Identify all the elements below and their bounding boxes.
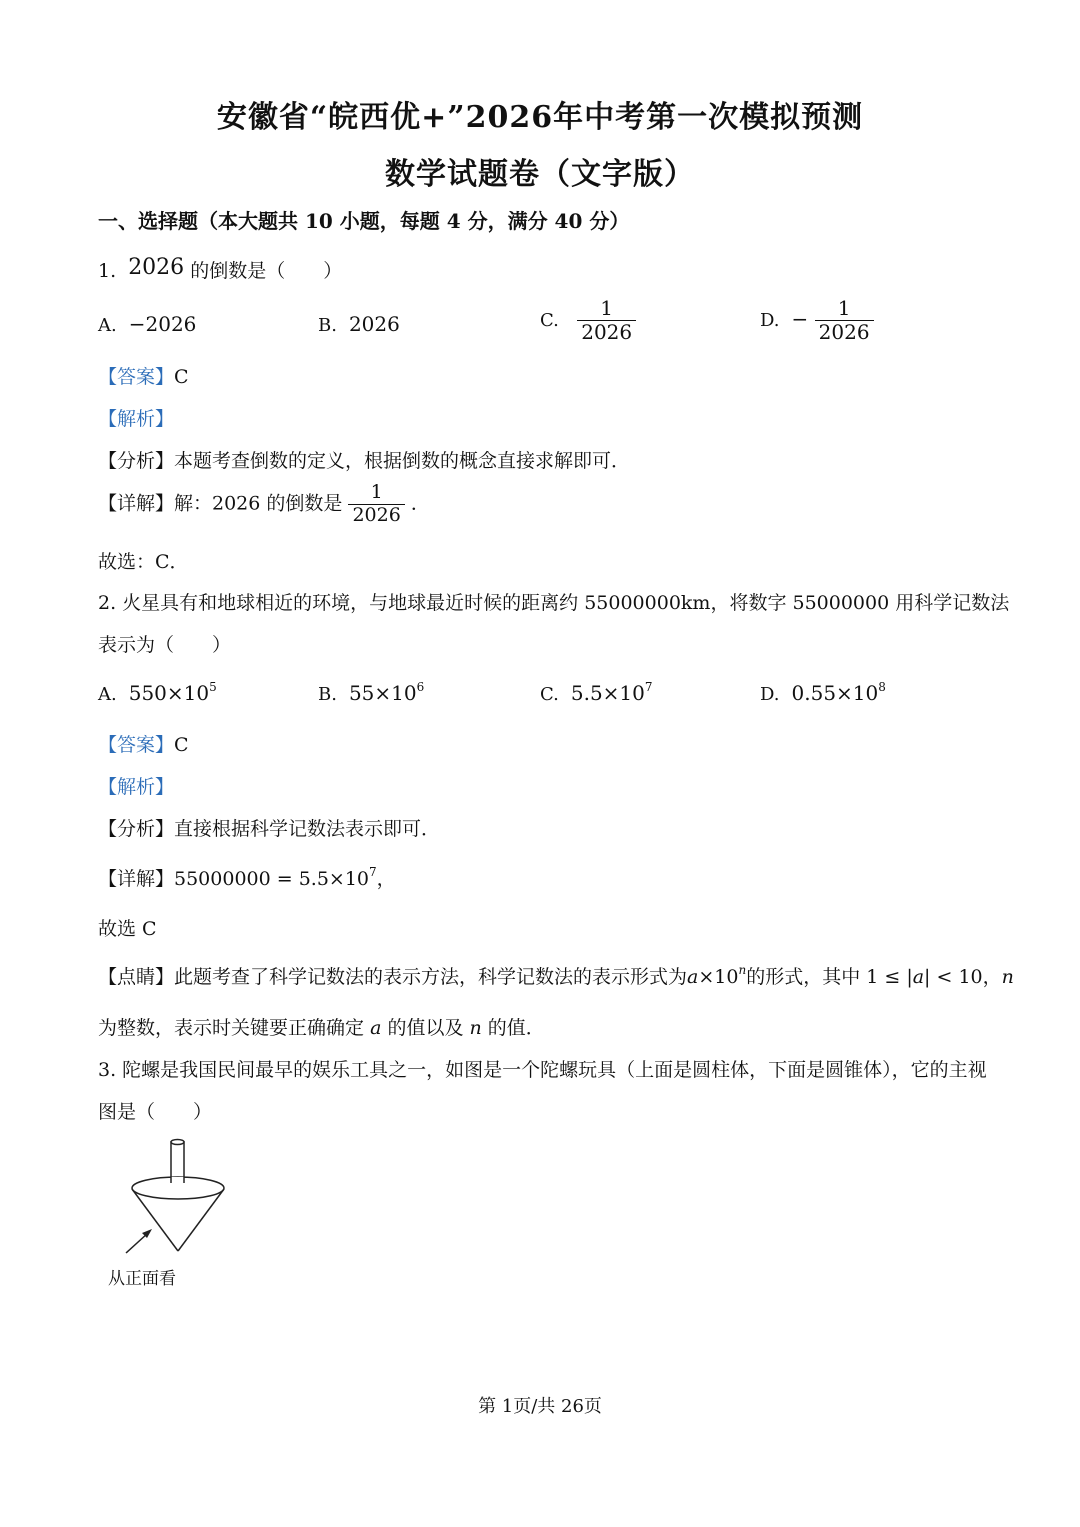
figure-caption: 从正面看 [108,1269,176,1289]
question-2-line2: 表示为（ ） [98,634,232,656]
question-1-stem [98,255,342,283]
view-arrow [126,1233,148,1253]
fraction: $\frac{1}{2026}$ [577,297,636,344]
q1-option-d: D. − $\frac{1}{2026}$ [760,297,874,344]
question-3-line1: 3. 陀螺是我国民间最早的娱乐工具之一，如图是一个陀螺玩具（上面是圆柱体，下面是圆锥体），它的主视 [98,1059,987,1081]
q1-option-b: B. 2026 [318,312,400,336]
section-heading: 一、选择题（本大题共 10 小题，每题 4 分，满分 40 分） [98,209,630,233]
page-title: 安徽省“皖西优+”2026年中考第一次模拟预测 [216,100,864,135]
q1-option-c: C. $\frac{1}{2026}$ [540,297,636,344]
q2-option-d: D. $0.55\times 10^8$ [760,680,886,705]
q2-analysis-tag: 【解析】 [98,776,175,798]
question-number: 1. [98,260,117,282]
q2-choose: 故选 C [98,918,157,940]
q2-option-c: C. $5.5\times 10^7$ [540,680,653,705]
q2-option-b: B. $55\times 10^6$ [318,680,425,705]
q2-fenxi: 【分析】直接根据科学记数法表示即可． [98,818,441,840]
q2-dianjing-line1: 【点睛】此题考查了科学记数法的表示方法，科学记数法的表示形式为$a\times 10^n$的形式，其中 1 ≤ |a| < 10，n [98,963,1014,988]
question-3-line2: 图是（ ） [98,1101,213,1123]
q1-choose: 故选：C． [98,551,189,573]
page-subtitle: 数学试题卷（文字版） [385,157,695,192]
q1-option-a: A. −2026 [98,312,197,336]
fraction: $\frac{1}{2026}$ [348,482,404,527]
fraction: $\frac{1}{2026}$ [815,297,874,344]
q2-option-a: A. $550\times 10^5$ [98,680,217,705]
q1-detail: 【详解】解：2026 的倒数是 $\frac{1}{2026}$ ． [98,481,430,526]
question-2-line1: 2. 火星具有和地球相近的环境，与地球最近时候的距离约 55000000km，将数字 55000000 用科学记数法 [98,592,1010,614]
q1-fenxi: 【分析】本题考查倒数的定义，根据倒数的概念直接求解即可． [98,450,631,472]
q2-dianjing-line2: 为整数，表示时关键要正确确定 a 的值以及 n 的值． [98,1017,545,1039]
spinning-top-figure [100,1136,240,1256]
question-1-text: 的倒数是（ ） [190,260,343,282]
q2-answer: 【答案】C [98,734,189,756]
q1-analysis-tag: 【解析】 [98,408,175,430]
page-footer: 第 1页/共 26页 [478,1396,602,1417]
q1-answer: 【答案】C [98,366,189,388]
q2-detail: 【详解】$55000000 = 5.5\times 10^7$， [98,865,396,890]
question-1-value: 2026 [128,255,185,280]
